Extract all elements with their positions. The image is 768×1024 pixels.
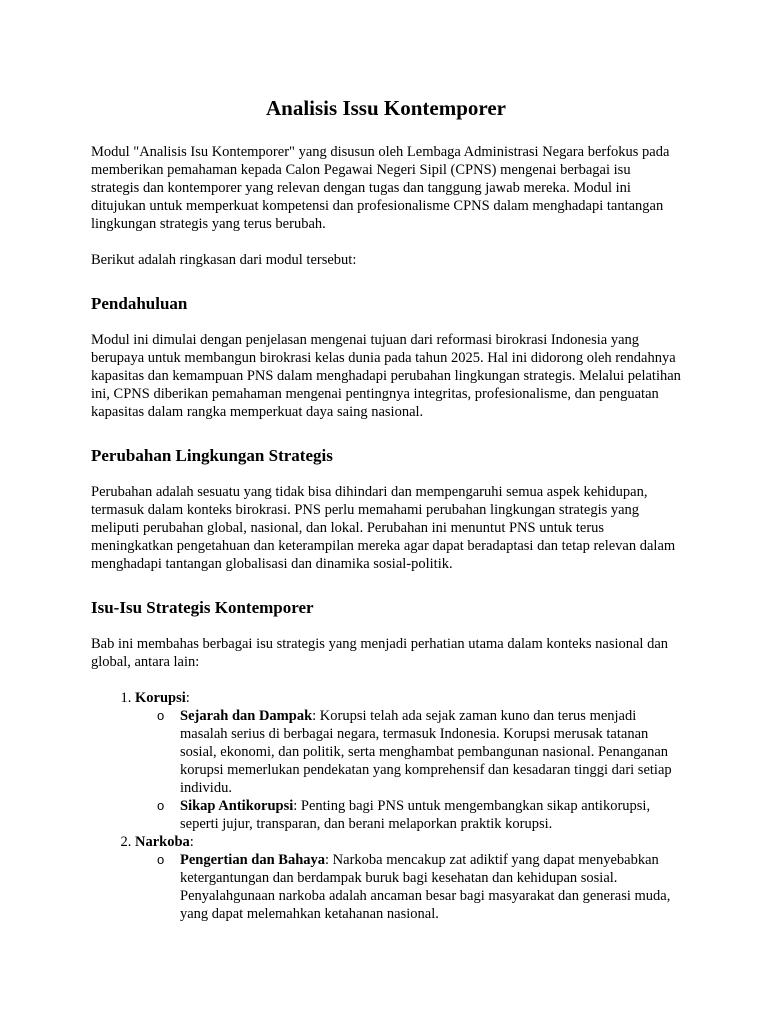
section-text-perubahan: Perubahan adalah sesuatu yang tidak bisa dihindari dan mempengaruhi semua aspek kehidupan, termasuk dalam konteks birokrasi. PNS perlu memahami perubahan lingkungan strategis yang meliputi perubahan global, nasional, dan lokal. Perubahan ini menuntut PNS untuk terus meningkatkan pengetahuan dan keterampilan mereka agar dapat beradaptasi dan tetap relevan dalam menghadapi tantangan globalisasi dan dinamika sosial-politik.	[91, 484, 676, 572]
issue-subpoints	[135, 707, 681, 833]
section-heading-pendahuluan: Pendahuluan	[91, 294, 188, 313]
issue-label: Narkoba	[135, 834, 190, 850]
subpoint-text: : Korupsi telah ada sejak zaman kuno dan terus menjadi masalah serius di berbagai negara, termasuk Indonesia. Korupsi merusak tatanan sosial, ekonomi, dan politik, serta menghambat pembangunan nasional. Penanganan korupsi memerlukan pendekatan yang komprehensif dan kesadaran tinggi dari setiap individu.	[180, 708, 672, 796]
intro-paragraph: Modul "Analisis Isu Kontemporer" yang disusun oleh Lembaga Administrasi Negara berfokus pada memberikan pemahaman kepada Calon Pegawai Negeri Sipil (CPNS) mengenai berbagai isu strategis dan kontemporer yang relevan dengan tugas dan tanggung jawab mereka. Modul ini ditujukan untuk memperkuat kompetensi dan profesionalisme CPNS dalam menghadapi tantangan lingkungan strategis yang terus berubah.	[91, 144, 670, 232]
circle-bullet-icon: o	[157, 852, 165, 867]
issue-item-korupsi	[135, 689, 681, 833]
issue-subpoints	[135, 851, 681, 923]
subpoint-term: Sikap Antikorupsi	[180, 798, 294, 814]
document-title: Analisis Issu Kontemporer	[266, 96, 506, 120]
circle-bullet-icon: o	[157, 708, 165, 723]
section-text-isu-strategis: Bab ini membahas berbagai isu strategis yang menjadi perhatian utama dalam konteks nasional dan global, antara lain:	[91, 636, 669, 670]
subpoint-text: : Narkoba mencakup zat adiktif yang dapat menyebabkan ketergantungan dan berdampak buruk bagi kesehatan dan kehidupan sosial. Penyalahgunaan narkoba adalah ancaman besar bagi masyarakat dan generasi muda, yang dapat melemahkan ketahanan nasional.	[180, 852, 671, 922]
section-heading-perubahan: Perubahan Lingkungan Strategis	[91, 446, 333, 465]
subpoint-item	[157, 707, 681, 797]
subpoint-term: Pengertian dan Bahaya	[180, 852, 326, 868]
circle-bullet-icon: o	[157, 798, 165, 813]
section-text-pendahuluan: Modul ini dimulai dengan penjelasan mengenai tujuan dari reformasi birokrasi Indonesia yang berupaya untuk membangun birokrasi kelas dunia pada tahun 2025. Hal ini didorong oleh rendahnya kapasitas dan kemampuan PNS dalam menghadapi perubahan lingkungan strategis. Melalui pelatihan ini, CPNS diberikan pemahaman mengenai pentingnya integritas, profesionalisme, dan penguatan kapasitas dalam rangka memperkuat daya saing nasional.	[91, 332, 681, 420]
issue-label-suffix: :	[185, 690, 190, 706]
issue-item-narkoba	[135, 833, 681, 923]
section-heading-isu-strategis: Isu-Isu Strategis Kontemporer	[91, 598, 314, 617]
subpoint-item	[157, 851, 681, 923]
lead-paragraph: Berikut adalah ringkasan dari modul tersebut:	[91, 252, 357, 268]
subpoint-term: Sejarah dan Dampak	[180, 708, 313, 724]
issue-label-suffix: :	[189, 834, 194, 850]
issues-list	[91, 689, 681, 923]
issue-label: Korupsi	[135, 690, 186, 706]
subpoint-text: : Penting bagi PNS untuk mengembangkan sikap antikorupsi, seperti jujur, transparan, dan berani melaporkan praktik korupsi.	[180, 798, 651, 832]
subpoint-item	[157, 797, 681, 833]
document-page	[91, 93, 681, 923]
